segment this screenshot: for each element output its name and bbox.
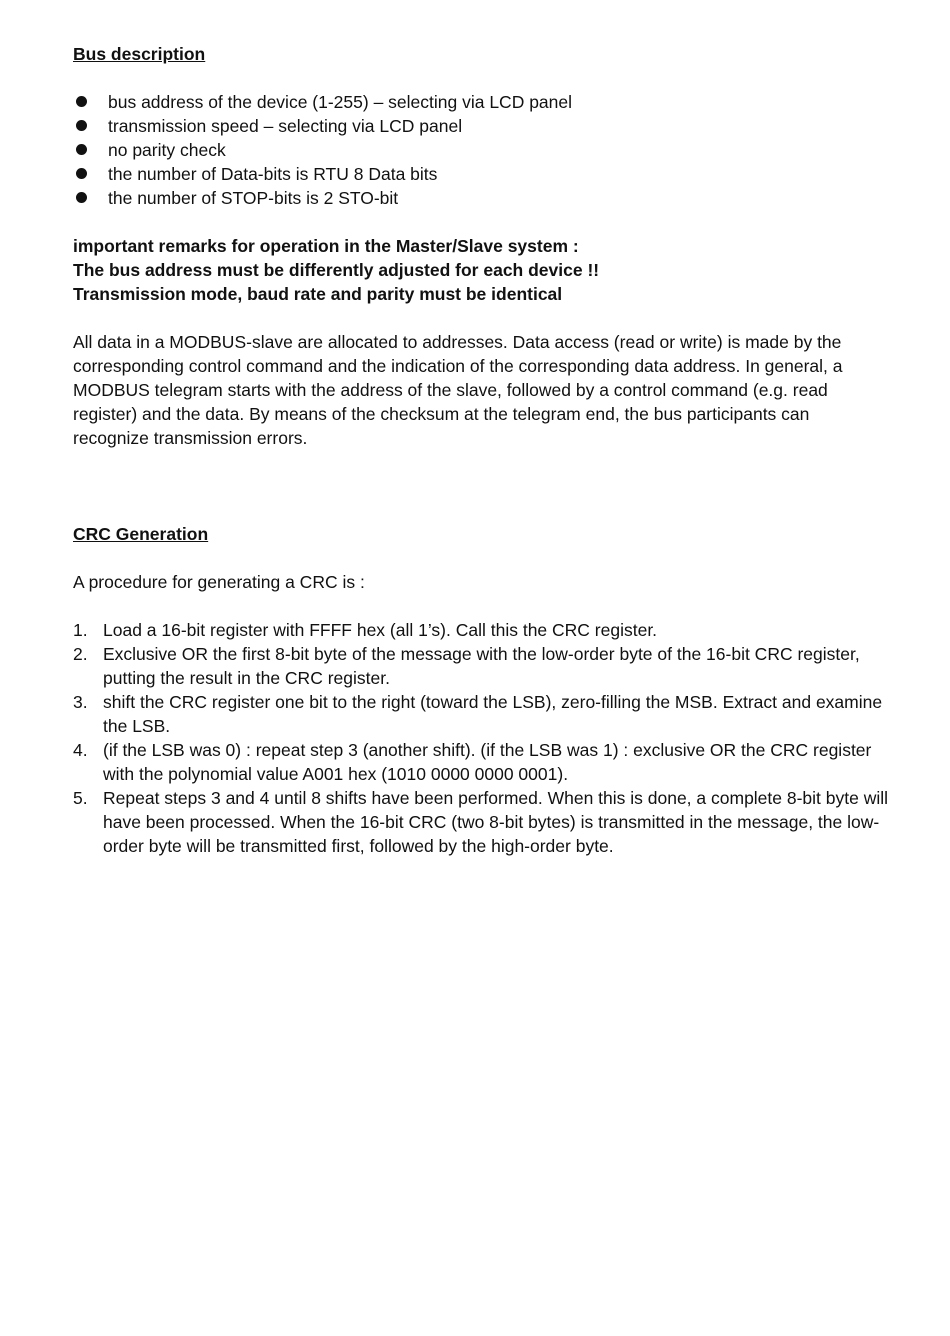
crc-steps-list [73,618,893,858]
step-number: 2. [73,644,88,664]
list-item [73,738,893,786]
step-text: shift the CRC register one bit to the right (toward the LSB), zero-filling the MSB. Extract and examine the LSB. [103,692,883,736]
list-item [73,618,893,642]
list-item: no parity check [73,138,893,162]
remark-line: Transmission mode, baud rate and parity must be identical [73,284,563,304]
step-text: (if the LSB was 0) : repeat step 3 (another shift). (if the LSB was 1) : exclusive OR the CRC register with the polynomial value A001 hex (1010 0000 0000 0001). [103,740,872,784]
step-number: 4. [73,740,88,760]
crc-intro: A procedure for generating a CRC is : [73,572,365,592]
bus-parameter-list [73,90,893,210]
list-item [73,690,893,738]
list-item: bus address of the device (1-255) – selecting via LCD panel [73,90,893,114]
list-item: the number of Data-bits is RTU 8 Data bits [73,162,893,186]
step-number: 5. [73,788,88,808]
document-page [73,42,893,858]
list-item [73,786,893,858]
crc-generation-heading: CRC Generation [73,524,209,544]
step-text: Repeat steps 3 and 4 until 8 shifts have been performed. When this is done, a complete 8-bit byte will have been processed. When the 16-bit CRC (two 8-bit bytes) is transmitted in the message, the low-order byte will be transmitted first, followed by the high-order byte. [103,788,889,856]
list-item [73,642,893,690]
remark-line: The bus address must be differently adjusted for each device !! [73,260,600,280]
step-number: 1. [73,620,88,640]
bullet-icon [76,120,87,131]
step-text: Exclusive OR the first 8-bit byte of the message with the low-order byte of the 16-bit CRC register, putting the result in the CRC register. [103,644,860,688]
remark-line: important remarks for operation in the Master/Slave system : [73,236,579,256]
step-text: Load a 16-bit register with FFFF hex (all 1’s). Call this the CRC register. [103,620,658,640]
bullet-icon [76,96,87,107]
modbus-description-paragraph: All data in a MODBUS-slave are allocated to addresses. Data access (read or write) is made by the corresponding control command and the indication of the corresponding data address. In general, a MODBUS telegram starts with the address of the slave, followed by a control command (e.g. read register) and the data. By means of the checksum at the telegram end, the bus participants can recognize transmission errors. [73,332,843,448]
bullet-icon [76,168,87,179]
step-number: 3. [73,692,88,712]
important-remarks [73,234,893,306]
bus-description-heading: Bus description [73,44,206,64]
bullet-icon [76,192,87,203]
list-item: the number of STOP-bits is 2 STO-bit [73,186,893,210]
list-item: transmission speed – selecting via LCD panel [73,114,893,138]
bullet-icon [76,144,87,155]
